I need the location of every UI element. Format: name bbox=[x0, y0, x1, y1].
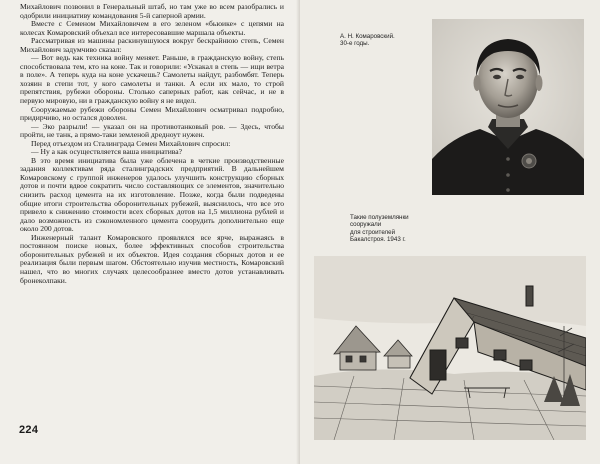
paragraph-10: Инженерный талант Комаровского проявлялся все ярче, выражаясь в постоянном поиске новых, более эффективных способов строительства оборонительных рубежей и их объектов. Идея создания сборных дотов и ее реализация были первым шагом. Обстоятельно изучив местность, Комаровский нашел, что во многих случаях целесообразнее вместо дотов устанавливать бронеколпаки. bbox=[20, 232, 284, 285]
paragraph-4: — Вот ведь как техника войну меняет. Раньше, в гражданскую войну, степь способствовала тем, кто на коне. Так и говорили: «Ускакал в степь — ищи ветра в поле». А теперь куда на коне ускачешь? Самолеты найдут, разбомбят. Теперь хозяин в степи тот, у кого самолеты и танки. А если их мало, то строй препятствия, рубежи обороны. Столько саперных работ, как сейчас, и не в первую мировую, ни в гражданскую войну я не видел. bbox=[20, 53, 284, 106]
shelter-caption bbox=[350, 214, 430, 244]
shelter-caption-line-4: Бакалстроя. 1943 г. bbox=[350, 236, 406, 244]
portrait-caption-line-1: А. Н. Комаровский. bbox=[340, 33, 395, 40]
paragraph-8: — Ну а как осуществляется ваша инициатива? bbox=[31, 147, 183, 157]
paragraph-9: В это время инициатива была уже облечена в четкие производственные задания коллективам ряда сталинградских предприятий. В дальнейшем Комаровскому с группой инженеров удалось улучшить конструкцию сборных дотов и почти вдвое сократить число составляющих се элементов, значительно снизить расход цемента на их изготовление. Позже, когда были подведены общие итоги строительства оборонительных рубежей, выяснилось, что все это привело к снижению стоимости всех сборных дотов на 1,5 миллиона рублей и дало возможность из сэкономленного цемента соорудить дополнительно еще около 200 дотов. bbox=[20, 155, 284, 234]
page-number: 224 bbox=[19, 424, 39, 436]
paragraph-6: — Эко разрыли! — указал он на противотанковый ров. — Здесь, чтобы пройти, не танк, а прямо-таки земленой дредноут нужен. bbox=[20, 121, 284, 140]
portrait-caption-line-2: 30-е годы. bbox=[340, 40, 370, 48]
shelter-caption-line-2: сооружали bbox=[350, 221, 382, 229]
paragraph-3: Рассматривая из машины раскинувшуюся вокруг бескрайнюю степь, Семен Михайлович задумчиво сказал: bbox=[20, 36, 284, 54]
paragraph-2: Вместе с Семеном Михайловичем в его зеленом «бьюике» с цепями на колесах Комаровский объехал все интересовавшие маршала объекты. bbox=[20, 19, 284, 37]
paragraph-1: Михайлович позвонил в Генеральный штаб, но там уже во всем разобрались и одобрили инициативу командования 5-й саперной армии. bbox=[20, 2, 284, 20]
body-text bbox=[20, 3, 284, 285]
shelter-caption-line-1: Такие полуземлянки bbox=[350, 214, 409, 221]
portrait-caption bbox=[340, 33, 430, 48]
shelter-caption-line-3: для строителей bbox=[350, 228, 396, 236]
paragraph-5: Сооружаемые рубежи обороны Семен Михайлович осматривал подробно, придирчиво, но остался доволен. bbox=[20, 104, 284, 123]
portrait-photo bbox=[432, 19, 584, 195]
dugout-sketch bbox=[314, 256, 586, 440]
paragraph-7: Перед отъездом из Сталинграда Семен Михайлович спросил: bbox=[31, 138, 231, 148]
